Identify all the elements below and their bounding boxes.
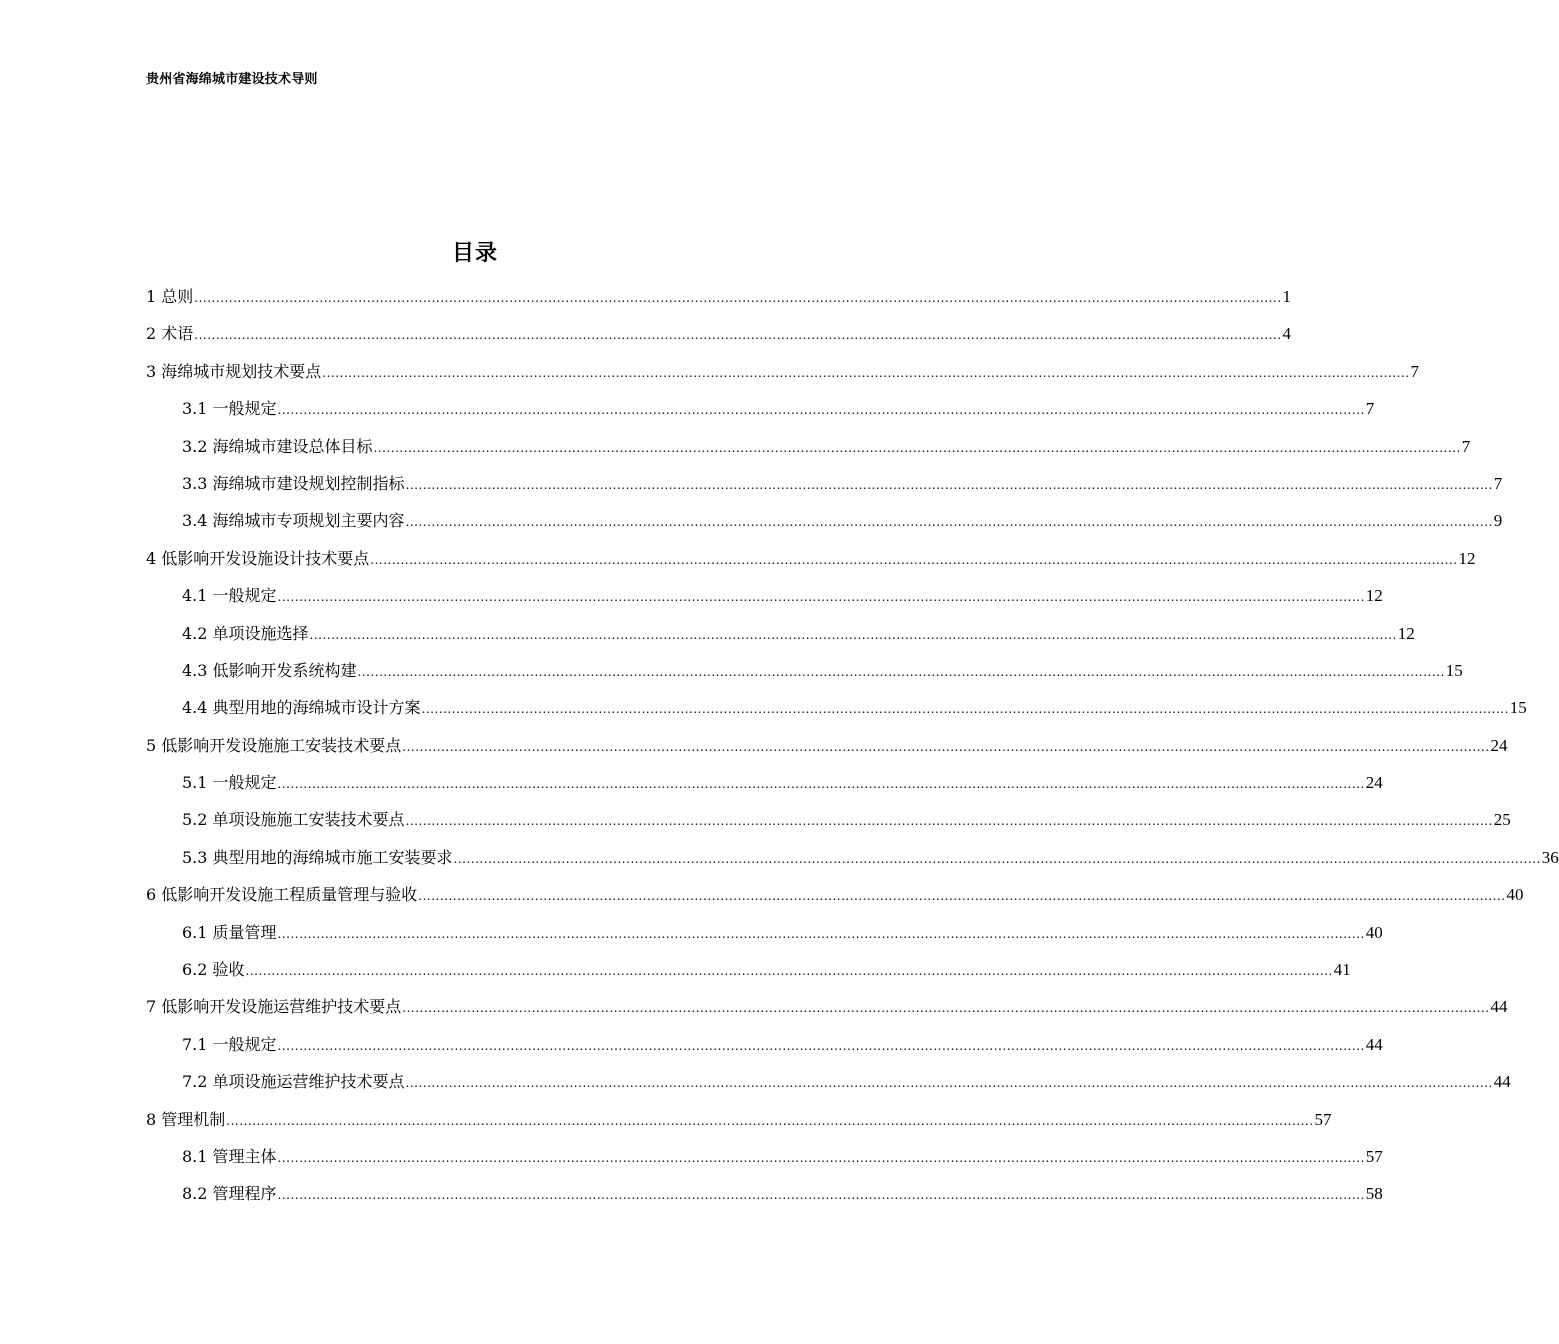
toc-entry-label: 7 低影响开发设施运营维护技术要点 <box>146 997 402 1017</box>
toc-dot-leader: ............................................................................................................................................................................................................................................................ <box>405 814 1493 829</box>
toc-page-number: 44 <box>1490 997 1508 1017</box>
toc-entry[interactable] <box>146 1033 1383 1070</box>
toc-entry[interactable] <box>146 322 1292 359</box>
toc-entry-label: 3.1 一般规定 <box>182 399 277 419</box>
toc-entry-label: 3.3 海绵城市建设规划控制指标 <box>182 473 405 493</box>
toc-dot-leader: ............................................................................................................................................................................................................................................................ <box>357 664 1445 679</box>
toc-entry-label: 8.2 管理程序 <box>182 1184 277 1204</box>
toc-entry-label: 4 低影响开发设施设计技术要点 <box>146 548 370 568</box>
toc-entry-label: 1 总则 <box>146 287 194 306</box>
toc-page-number: 15 <box>1509 698 1527 718</box>
toc-page-number: 4 <box>1282 324 1292 344</box>
toc-entry[interactable] <box>146 360 1420 397</box>
toc-page-number: 7 <box>1493 473 1503 493</box>
toc-dot-leader: ............................................................................................................................................................................................................................................................ <box>322 365 1410 380</box>
toc-entry[interactable] <box>146 547 1476 584</box>
toc-page-number: 12 <box>1397 623 1415 643</box>
running-header: 贵州省海绵城市建设技术导则 <box>146 72 318 87</box>
toc-entry-label: 7.1 一般规定 <box>182 1034 277 1054</box>
toc-dot-leader: ............................................................................................................................................................................................................................................................ <box>277 403 1365 418</box>
toc-dot-leader: ............................................................................................................................................................................................................................................................ <box>277 926 1365 941</box>
toc-dot-leader: ............................................................................................................................................................................................................................................................ <box>226 1113 1314 1128</box>
toc-page-number: 24 <box>1365 773 1383 793</box>
toc-entry-label: 7.2 单项设施运营维护技术要点 <box>182 1072 405 1092</box>
toc-dot-leader: ............................................................................................................................................................................................................................................................ <box>277 1038 1365 1053</box>
toc-page-number: 7 <box>1410 361 1420 381</box>
toc-dot-leader: ............................................................................................................................................................................................................................................................ <box>309 627 1397 642</box>
toc-entry[interactable] <box>146 435 1471 472</box>
toc-dot-leader: ............................................................................................................................................................................................................................................................ <box>194 291 1282 305</box>
toc-dot-leader: ............................................................................................................................................................................................................................................................ <box>405 477 1493 492</box>
toc-entry-label: 6.1 质量管理 <box>182 922 277 942</box>
toc-dot-leader: ............................................................................................................................................................................................................................................................ <box>277 1150 1365 1165</box>
toc-entry-label: 3.2 海绵城市建设总体目标 <box>182 436 373 456</box>
toc-entry-label: 8.1 管理主体 <box>182 1146 277 1166</box>
table-of-contents <box>146 285 1559 1220</box>
toc-page-number: 44 <box>1365 1034 1383 1054</box>
toc-entry-label: 4.4 典型用地的海绵城市设计方案 <box>182 698 421 718</box>
toc-dot-leader: ............................................................................................................................................................................................................................................................ <box>453 851 1541 866</box>
toc-entry-label: 4.1 一般规定 <box>182 586 277 606</box>
toc-dot-leader: ............................................................................................................................................................................................................................................................ <box>245 964 1333 979</box>
toc-entry[interactable] <box>146 509 1503 546</box>
toc-page-number: 1 <box>1282 287 1292 306</box>
toc-dot-leader: ............................................................................................................................................................................................................................................................ <box>405 1076 1493 1091</box>
toc-entry[interactable] <box>146 1108 1332 1145</box>
toc-entry-label: 5 低影响开发设施施工安装技术要点 <box>146 735 402 755</box>
toc-entry[interactable] <box>146 472 1503 509</box>
toc-page-number: 15 <box>1445 660 1463 680</box>
toc-page-number: 25 <box>1493 810 1511 830</box>
toc-entry[interactable] <box>146 584 1383 621</box>
toc-dot-leader: ............................................................................................................................................................................................................................................................ <box>402 739 1490 754</box>
toc-entry[interactable] <box>146 771 1383 808</box>
toc-title: 目录 <box>451 241 498 266</box>
toc-page-number: 24 <box>1490 735 1508 755</box>
toc-entry[interactable] <box>146 734 1508 771</box>
toc-entry-label: 4.3 低影响开发系统构建 <box>182 660 357 680</box>
toc-dot-leader: ............................................................................................................................................................................................................................................................ <box>277 777 1365 792</box>
toc-dot-leader: ............................................................................................................................................................................................................................................................ <box>421 702 1509 717</box>
toc-dot-leader: ............................................................................................................................................................................................................................................................ <box>373 440 1461 455</box>
toc-page-number: 44 <box>1493 1072 1511 1092</box>
toc-page-number: 40 <box>1506 885 1524 905</box>
toc-dot-leader: ............................................................................................................................................................................................................................................................ <box>277 590 1365 605</box>
toc-entry[interactable] <box>146 808 1511 845</box>
toc-dot-leader: ............................................................................................................................................................................................................................................................ <box>370 552 1458 567</box>
toc-entry[interactable] <box>146 696 1527 733</box>
toc-entry[interactable] <box>146 1070 1511 1107</box>
toc-entry-label: 5.1 一般规定 <box>182 773 277 793</box>
toc-page-number: 12 <box>1458 548 1476 568</box>
toc-entry[interactable] <box>146 1182 1383 1219</box>
toc-page-number: 7 <box>1365 399 1375 419</box>
toc-entry-label: 6.2 验收 <box>182 960 245 980</box>
toc-entry[interactable] <box>146 883 1524 920</box>
toc-entry[interactable] <box>146 659 1463 696</box>
toc-dot-leader: ............................................................................................................................................................................................................................................................ <box>194 328 1282 343</box>
toc-page-number: 12 <box>1365 586 1383 606</box>
toc-entry-label: 6 低影响开发设施工程质量管理与验收 <box>146 885 418 905</box>
toc-entry[interactable] <box>146 285 1292 322</box>
toc-page-number: 41 <box>1333 960 1351 980</box>
toc-page-number: 57 <box>1314 1109 1332 1129</box>
toc-entry-label: 3 海绵城市规划技术要点 <box>146 361 322 381</box>
toc-page-number: 58 <box>1365 1184 1383 1204</box>
toc-entry-label: 8 管理机制 <box>146 1109 226 1129</box>
toc-dot-leader: ............................................................................................................................................................................................................................................................ <box>277 1188 1365 1203</box>
toc-dot-leader: ............................................................................................................................................................................................................................................................ <box>418 889 1506 904</box>
toc-entry[interactable] <box>146 1145 1383 1182</box>
toc-entry-label: 4.2 单项设施选择 <box>182 623 309 643</box>
toc-entry[interactable] <box>146 995 1508 1032</box>
toc-entry-label: 5.2 单项设施施工安装技术要点 <box>182 810 405 830</box>
toc-dot-leader: ............................................................................................................................................................................................................................................................ <box>405 515 1493 530</box>
toc-page-number: 57 <box>1365 1146 1383 1166</box>
toc-page-number: 40 <box>1365 922 1383 942</box>
toc-entry[interactable] <box>146 397 1375 434</box>
toc-entry-label: 5.3 典型用地的海绵城市施工安装要求 <box>182 847 453 867</box>
toc-page-number: 36 <box>1541 847 1559 867</box>
toc-entry-label: 2 术语 <box>146 324 194 344</box>
toc-entry-label: 3.4 海绵城市专项规划主要内容 <box>182 511 405 531</box>
toc-page-number: 9 <box>1493 511 1503 531</box>
toc-dot-leader: ............................................................................................................................................................................................................................................................ <box>402 1001 1490 1016</box>
toc-entry[interactable] <box>146 622 1415 659</box>
toc-entry[interactable] <box>146 846 1559 883</box>
toc-entry[interactable] <box>146 958 1351 995</box>
toc-entry[interactable] <box>146 921 1383 958</box>
toc-page-number: 7 <box>1461 436 1471 456</box>
